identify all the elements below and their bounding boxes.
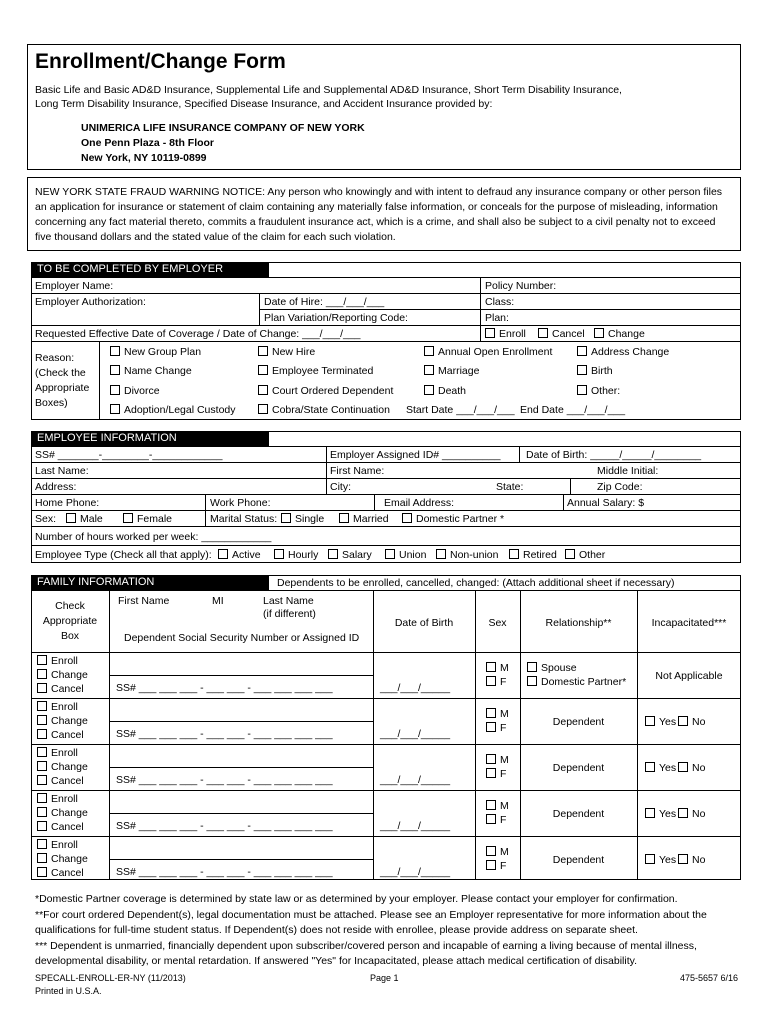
change-checkbox[interactable] xyxy=(37,715,47,725)
change-checkbox[interactable] xyxy=(594,328,604,338)
relationship-spouse-option[interactable]: Spouse xyxy=(527,662,577,674)
col-ssn: Dependent Social Security Number or Assigned ID xyxy=(124,632,360,644)
insurer-address-2: New York, NY 10119-0899 xyxy=(81,152,207,164)
dependent-change-option[interactable]: Change xyxy=(37,853,88,865)
ssn-field[interactable]: SS# _______-________-____________ xyxy=(35,449,223,461)
m-checkbox[interactable] xyxy=(486,662,496,672)
email-label: Email Address: xyxy=(384,497,455,509)
dependent-ssn-field[interactable]: SS# ___ ___ ___ - ___ ___ - ___ ___ ___ ___ xyxy=(116,728,333,740)
dependent-sex-f-option[interactable]: F xyxy=(486,676,506,688)
reason-adoption[interactable]: Adoption/Legal Custody xyxy=(110,404,236,416)
m-checkbox[interactable] xyxy=(486,800,496,810)
no-checkbox[interactable] xyxy=(678,762,688,772)
employee-section-title: EMPLOYEE INFORMATION xyxy=(31,431,269,446)
relationship-dependent: Dependent xyxy=(552,762,605,774)
incapacitated-no-option[interactable]: No xyxy=(678,854,705,866)
dependent-enroll-option[interactable]: Enroll xyxy=(37,655,78,667)
fraud-notice-line-1: NEW YORK STATE FRAUD WARNING NOTICE: Any person who knowingly and with intent to defraud any insurance company or other person files xyxy=(35,186,723,198)
no-checkbox[interactable] xyxy=(678,716,688,726)
adoption-checkbox[interactable] xyxy=(110,404,120,414)
col-relationship: Relationship** xyxy=(545,617,612,629)
employer-name-label: Employer Name: xyxy=(35,280,114,292)
cancel-option[interactable]: Cancel xyxy=(538,328,585,340)
incapacitated-no-option[interactable]: No xyxy=(678,808,705,820)
dependent-name-field[interactable] xyxy=(111,654,371,673)
date-of-hire-field[interactable]: Date of Hire: ___/___/___ xyxy=(264,296,385,308)
family-section-title: FAMILY INFORMATION xyxy=(31,575,269,590)
dependent-cancel-option[interactable]: Cancel xyxy=(37,729,84,741)
reason-label-2: (Check the xyxy=(35,367,86,379)
type-nonunion-option[interactable]: Non-union xyxy=(436,549,498,561)
type-union-option[interactable]: Union xyxy=(385,549,426,561)
employer-section-title: TO BE COMPLETED BY EMPLOYER xyxy=(31,262,269,277)
f-checkbox[interactable] xyxy=(486,768,496,778)
footnote-incapacitated-2: developmental disability, or mental retardation. If answered "Yes" for Incapacitated, please attach medical certification of disability. xyxy=(35,955,637,967)
footnote-incapacitated: *** Dependent is unmarried, financially dependent upon subscriber/covered person and incapable of earning a living because of mental illness, xyxy=(35,940,697,952)
m-checkbox[interactable] xyxy=(486,708,496,718)
type-salary-option[interactable]: Salary xyxy=(328,549,372,561)
incapacitated-yes-option[interactable]: Yes xyxy=(645,716,676,728)
dependent-cancel-option[interactable]: Cancel xyxy=(37,683,84,695)
fraud-notice-line-4: five thousand dollars and the stated value of the claim for each such violation. xyxy=(35,231,396,243)
home-phone-label: Home Phone: xyxy=(35,497,100,509)
cancel-checkbox[interactable] xyxy=(37,867,47,877)
col-last-name-2: (if different) xyxy=(263,608,316,620)
form-code: 475-5657 6/16 xyxy=(680,973,739,983)
reason-cobra[interactable]: Cobra/State Continuation xyxy=(258,404,390,416)
marital-married-option[interactable]: Married xyxy=(339,513,389,525)
other-type-checkbox[interactable] xyxy=(565,549,575,559)
state-label: State: xyxy=(496,481,524,493)
female-checkbox[interactable] xyxy=(123,513,133,523)
dependent-change-option[interactable]: Change xyxy=(37,807,88,819)
end-date-field[interactable]: End Date ___/___/___ xyxy=(520,404,626,416)
new-group-plan-checkbox[interactable] xyxy=(110,346,120,356)
enroll-checkbox[interactable] xyxy=(37,839,47,849)
dependent-dob-field[interactable]: ___/___/_____ xyxy=(380,820,451,832)
dependent-enroll-option[interactable]: Enroll xyxy=(37,747,78,759)
insurer-address-1: One Penn Plaza - 8th Floor xyxy=(81,137,215,149)
sex-female-option[interactable]: Female xyxy=(123,513,172,525)
relationship-dependent: Dependent xyxy=(552,808,605,820)
dependent-ssn-field[interactable]: SS# ___ ___ ___ - ___ ___ - ___ ___ ___ ___ xyxy=(116,820,333,832)
dependent-change-option[interactable]: Change xyxy=(37,669,88,681)
incapacitated-yes-option[interactable]: Yes xyxy=(645,854,676,866)
zip-label: Zip Code: xyxy=(597,481,643,493)
reason-employee-terminated[interactable]: Employee Terminated xyxy=(258,365,373,377)
dependent-name-field[interactable] xyxy=(111,792,371,811)
reason-other[interactable]: Other: xyxy=(577,385,620,397)
yes-checkbox[interactable] xyxy=(645,762,655,772)
change-checkbox[interactable] xyxy=(37,761,47,771)
death-checkbox[interactable] xyxy=(424,385,434,395)
insurer-name: UNIMERICA LIFE INSURANCE COMPANY OF NEW YORK xyxy=(81,122,365,134)
name-change-checkbox[interactable] xyxy=(110,365,120,375)
dependent-sex-f-option[interactable]: F xyxy=(486,814,506,826)
dependent-cancel-option[interactable]: Cancel xyxy=(37,775,84,787)
incapacitated-not-applicable: Not Applicable xyxy=(655,670,723,682)
reason-court-ordered[interactable]: Court Ordered Dependent xyxy=(258,385,393,397)
col-last-name: Last Name xyxy=(263,595,314,607)
form-id: SPECALL-ENROLL-ER-NY (11/2013) xyxy=(35,973,186,983)
enroll-checkbox[interactable] xyxy=(37,793,47,803)
f-checkbox[interactable] xyxy=(486,814,496,824)
reason-birth[interactable]: Birth xyxy=(577,365,613,377)
employee-terminated-checkbox[interactable] xyxy=(258,365,268,375)
reason-death[interactable]: Death xyxy=(424,385,466,397)
m-checkbox[interactable] xyxy=(486,846,496,856)
active-checkbox[interactable] xyxy=(218,549,228,559)
dependent-sex-f-option[interactable]: F xyxy=(486,860,506,872)
dependent-sex-f-option[interactable]: F xyxy=(486,722,506,734)
fraud-notice-line-3: concerning any fact material thereto, commits a fraudulent insurance act, which is a crime, and shall also be subject to a civil penalty not to exceed xyxy=(35,216,716,228)
employee-type-label: Employee Type (Check all that apply): xyxy=(35,549,212,561)
marital-domestic-partner-option[interactable]: Domestic Partner * xyxy=(402,513,504,525)
salary-label: Annual Salary: $ xyxy=(567,497,645,509)
employer-authorization-label: Employer Authorization: xyxy=(35,296,146,308)
yes-checkbox[interactable] xyxy=(645,854,655,864)
annual-open-checkbox[interactable] xyxy=(424,346,434,356)
no-checkbox[interactable] xyxy=(678,808,688,818)
sex-label: Sex: xyxy=(35,513,57,525)
enroll-checkbox[interactable] xyxy=(37,655,47,665)
other-reason-checkbox[interactable] xyxy=(577,385,587,395)
dependent-dob-field[interactable]: ___/___/_____ xyxy=(380,728,451,740)
col-mi: MI xyxy=(212,595,224,607)
reason-annual-open[interactable]: Annual Open Enrollment xyxy=(424,346,552,358)
dependent-name-field[interactable] xyxy=(111,700,371,719)
dependent-dob-field[interactable]: ___/___/_____ xyxy=(380,774,451,786)
type-other-option[interactable]: Other xyxy=(565,549,605,561)
f-checkbox[interactable] xyxy=(486,860,496,870)
domestic-partner-checkbox[interactable] xyxy=(527,676,537,686)
incapacitated-no-option[interactable]: No xyxy=(678,762,705,774)
no-checkbox[interactable] xyxy=(678,854,688,864)
reason-label: Reason: xyxy=(35,352,75,364)
footnote-court-ordered-2: qualifications for full-time student status. If Dependent(s) does not reside with enrollee, please provide address on separate sheet. xyxy=(35,924,638,936)
reason-marriage[interactable]: Marriage xyxy=(424,365,479,377)
dependent-enroll-option[interactable]: Enroll xyxy=(37,839,78,851)
plan-variation-label: Plan Variation/Reporting Code: xyxy=(264,312,408,324)
col-check-header-2: Appropriate xyxy=(42,615,98,627)
coverage-text-2: Long Term Disability Insurance, Specified Disease Insurance, and Accident Insurance provided by: xyxy=(35,98,493,110)
f-checkbox[interactable] xyxy=(486,676,496,686)
dependent-name-field[interactable] xyxy=(111,838,371,857)
policy-number-label: Policy Number: xyxy=(485,280,557,292)
change-checkbox[interactable] xyxy=(37,669,47,679)
enroll-checkbox[interactable] xyxy=(37,701,47,711)
retired-checkbox[interactable] xyxy=(509,549,519,559)
printed-in: Printed in U.S.A. xyxy=(35,986,102,996)
marital-status-label: Marital Status: xyxy=(210,513,278,525)
court-ordered-checkbox[interactable] xyxy=(258,385,268,395)
address-change-checkbox[interactable] xyxy=(577,346,587,356)
dependent-sex-m-option[interactable]: M xyxy=(486,754,509,766)
page-number: Page 1 xyxy=(370,973,399,983)
enroll-option[interactable]: Enroll xyxy=(485,328,526,340)
requested-date-field[interactable]: Requested Effective Date of Coverage / Date of Change: ___/___/___ xyxy=(35,328,361,340)
dependent-sex-f-option[interactable]: F xyxy=(486,768,506,780)
dependent-cancel-option[interactable]: Cancel xyxy=(37,867,84,879)
dependent-change-option[interactable]: Change xyxy=(37,715,88,727)
col-first-name: First Name xyxy=(118,595,170,607)
dependent-dob-field[interactable]: ___/___/_____ xyxy=(380,866,451,878)
employee-dob-field[interactable]: Date of Birth: _____/_____/________ xyxy=(526,449,702,461)
new-hire-checkbox[interactable] xyxy=(258,346,268,356)
union-checkbox[interactable] xyxy=(385,549,395,559)
dependent-sex-m-option[interactable]: M xyxy=(486,708,509,720)
marriage-checkbox[interactable] xyxy=(424,365,434,375)
hours-worked-field[interactable]: Number of hours worked per week: ____________ xyxy=(35,531,272,543)
work-phone-label: Work Phone: xyxy=(210,497,271,509)
m-checkbox[interactable] xyxy=(486,754,496,764)
dependent-enroll-option[interactable]: Enroll xyxy=(37,793,78,805)
cancel-checkbox[interactable] xyxy=(37,683,47,693)
col-incapacitated: Incapacitated*** xyxy=(651,617,727,629)
dependent-sex-m-option[interactable]: M xyxy=(486,800,509,812)
dependent-ssn-field[interactable]: SS# ___ ___ ___ - ___ ___ - ___ ___ ___ ___ xyxy=(116,682,333,694)
sex-male-option[interactable]: Male xyxy=(66,513,103,525)
address-label: Address: xyxy=(35,481,77,493)
dependent-cancel-option[interactable]: Cancel xyxy=(37,821,84,833)
form-title: Enrollment/Change Form xyxy=(35,50,286,73)
yes-checkbox[interactable] xyxy=(645,808,655,818)
col-check-header-3: Box xyxy=(60,630,80,642)
enroll-checkbox[interactable] xyxy=(37,747,47,757)
middle-initial-label: Middle Initial: xyxy=(597,465,659,477)
single-checkbox[interactable] xyxy=(281,513,291,523)
change-option[interactable]: Change xyxy=(594,328,645,340)
col-date-of-birth: Date of Birth xyxy=(394,617,454,629)
reason-label-4: Boxes) xyxy=(35,397,68,409)
coverage-text-1: Basic Life and Basic AD&D Insurance, Supplemental Life and Supplemental AD&D Insurance, Short Term Disability Insurance, xyxy=(35,84,622,96)
dependent-ssn-field[interactable]: SS# ___ ___ ___ - ___ ___ - ___ ___ ___ ___ xyxy=(116,866,333,878)
divorce-checkbox[interactable] xyxy=(110,385,120,395)
salary-checkbox[interactable] xyxy=(328,549,338,559)
change-checkbox[interactable] xyxy=(37,853,47,863)
dependent-enroll-option[interactable]: Enroll xyxy=(37,701,78,713)
col-check-header: Check xyxy=(55,600,85,612)
yes-checkbox[interactable] xyxy=(645,716,655,726)
dependent-name-field[interactable] xyxy=(111,746,371,765)
incapacitated-no-option[interactable]: No xyxy=(678,716,705,728)
dependent-dob-field[interactable]: ___/___/_____ xyxy=(380,682,451,694)
type-hourly-option[interactable]: Hourly xyxy=(274,549,318,561)
reason-new-hire[interactable]: New Hire xyxy=(258,346,315,358)
relationship-domestic-partner-option[interactable]: Domestic Partner* xyxy=(527,676,626,688)
enroll-checkbox[interactable] xyxy=(485,328,495,338)
fraud-notice-line-2: an application for insurance or statement of claim containing any materially false information, or conceals for the purpose of misleading, information xyxy=(35,201,718,213)
plan-label: Plan: xyxy=(485,312,509,324)
cancel-checkbox[interactable] xyxy=(37,729,47,739)
f-checkbox[interactable] xyxy=(486,722,496,732)
change-checkbox[interactable] xyxy=(37,807,47,817)
dependent-change-option[interactable]: Change xyxy=(37,761,88,773)
cancel-checkbox[interactable] xyxy=(37,821,47,831)
footnote-domestic-partner: *Domestic Partner coverage is determined by state law or as determined by your employer. Please contact your employer for confirmation. xyxy=(35,893,678,905)
footnote-court-ordered: **For court ordered Dependent(s), legal documentation must be attached. Please see an Employer representative for more information about the xyxy=(35,909,707,921)
cancel-checkbox[interactable] xyxy=(538,328,548,338)
dependent-sex-m-option[interactable]: M xyxy=(486,846,509,858)
col-sex: Sex xyxy=(488,617,507,629)
domestic-partner-checkbox[interactable] xyxy=(402,513,412,523)
hourly-checkbox[interactable] xyxy=(274,549,284,559)
first-name-label: First Name: xyxy=(330,465,385,477)
last-name-label: Last Name: xyxy=(35,465,89,477)
birth-checkbox[interactable] xyxy=(577,365,587,375)
family-note: Dependents to be enrolled, cancelled, changed: (Attach additional sheet if necessary) xyxy=(277,577,675,589)
reason-new-group-plan[interactable]: New Group Plan xyxy=(110,346,201,358)
male-checkbox[interactable] xyxy=(66,513,76,523)
type-active-option[interactable]: Active xyxy=(218,549,261,561)
reason-label-3: Appropriate xyxy=(35,382,90,394)
dependent-sex-m-option[interactable]: M xyxy=(486,662,509,674)
city-label: City: xyxy=(330,481,351,493)
spouse-checkbox[interactable] xyxy=(527,662,537,672)
reason-name-change[interactable]: Name Change xyxy=(110,365,192,377)
cancel-checkbox[interactable] xyxy=(37,775,47,785)
reason-address-change[interactable]: Address Change xyxy=(577,346,669,358)
nonunion-checkbox[interactable] xyxy=(436,549,446,559)
class-label: Class: xyxy=(485,296,515,308)
reason-divorce[interactable]: Divorce xyxy=(110,385,160,397)
incapacitated-yes-option[interactable]: Yes xyxy=(645,762,676,774)
type-retired-option[interactable]: Retired xyxy=(509,549,557,561)
start-date-field[interactable]: Start Date ___/___/___ xyxy=(406,404,515,416)
relationship-dependent: Dependent xyxy=(552,716,605,728)
married-checkbox[interactable] xyxy=(339,513,349,523)
marital-single-option[interactable]: Single xyxy=(281,513,324,525)
dependent-ssn-field[interactable]: SS# ___ ___ ___ - ___ ___ - ___ ___ ___ ___ xyxy=(116,774,333,786)
relationship-dependent: Dependent xyxy=(552,854,605,866)
cobra-checkbox[interactable] xyxy=(258,404,268,414)
employer-assigned-id-field[interactable]: Employer Assigned ID# __________ xyxy=(330,449,501,461)
incapacitated-yes-option[interactable]: Yes xyxy=(645,808,676,820)
